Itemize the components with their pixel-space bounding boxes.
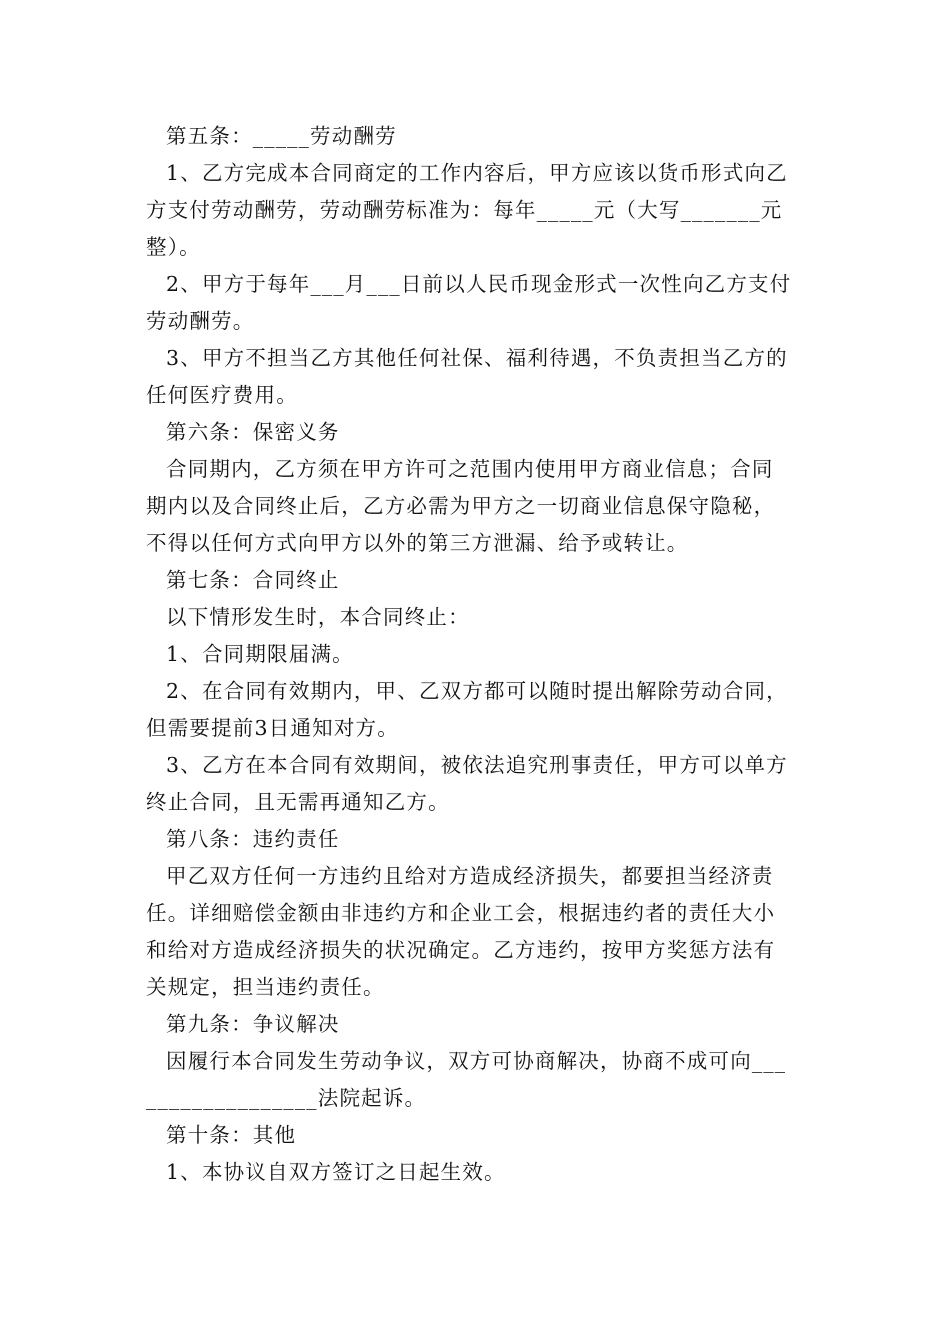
paragraph-line: 任。详细赔偿金额由非违约方和企业工会，根据违约者的责任大小	[146, 901, 776, 925]
paragraph-line: 整）。	[146, 235, 201, 259]
article-10-heading: 第十条：其他	[166, 1123, 297, 1147]
article-6-heading: 第六条：保密义务	[166, 420, 340, 444]
paragraph-line: 但需要提前3日通知对方。	[146, 716, 399, 740]
paragraph-line: 任何医疗费用。	[146, 383, 298, 407]
paragraph-line: 1、本协议自双方签订之日起生效。	[166, 1160, 506, 1184]
paragraph-line: 不得以任何方式向甲方以外的第三方泄漏、给予或转让。	[146, 531, 689, 555]
paragraph-line: 和给对方造成经济损失的状况确定。乙方违约，按甲方奖惩方法有	[146, 938, 776, 962]
paragraph-line: 2、在合同有效期内，甲、乙双方都可以随时提出解除劳动合同，	[166, 679, 788, 703]
paragraph-line: 关规定，担当违约责任。	[146, 975, 385, 999]
paragraph-line: 1、合同期限届满。	[166, 642, 354, 666]
paragraph-line: 因履行本合同发生劳动争议，双方可协商解决，协商不成可向___	[166, 1049, 787, 1073]
article-5-heading: 第五条：_____劳动酬劳	[166, 124, 397, 148]
paragraph-line: 以下情形发生时，本合同终止：	[166, 605, 470, 629]
paragraph-line: 3、甲方不担当乙方其他任何社保、福利待遇，不负责担当乙方的	[166, 346, 788, 370]
paragraph-line: 2、甲方于每年___月___日前以人民币现金形式一次性向乙方支付	[166, 272, 792, 296]
paragraph-line: 1、乙方完成本合同商定的工作内容后，甲方应该以货币形式向乙	[166, 161, 788, 185]
article-8-heading: 第八条：违约责任	[166, 827, 340, 851]
article-9-heading: 第九条：争议解决	[166, 1012, 340, 1036]
paragraph-line: 终止合同，且无需再通知乙方。	[146, 790, 450, 814]
document-page	[146, 118, 810, 1191]
paragraph-line: 方支付劳动酬劳，劳动酬劳标准为：每年_____元（大写_______元	[146, 198, 783, 222]
paragraph-line: _______________法院起诉。	[146, 1086, 427, 1110]
paragraph-line: 期内以及合同终止后，乙方必需为甲方之一切商业信息保守隐秘，	[146, 494, 776, 518]
paragraph-line: 甲乙双方任何一方违约且给对方造成经济损失，都要担当经济责	[166, 864, 774, 888]
paragraph-line: 合同期内，乙方须在甲方许可之范围内使用甲方商业信息；合同	[166, 457, 774, 481]
paragraph-line: 劳动酬劳。	[146, 309, 255, 333]
article-7-heading: 第七条：合同终止	[166, 568, 340, 592]
paragraph-line: 3、乙方在本合同有效期间，被依法追究刑事责任，甲方可以单方	[166, 753, 788, 777]
